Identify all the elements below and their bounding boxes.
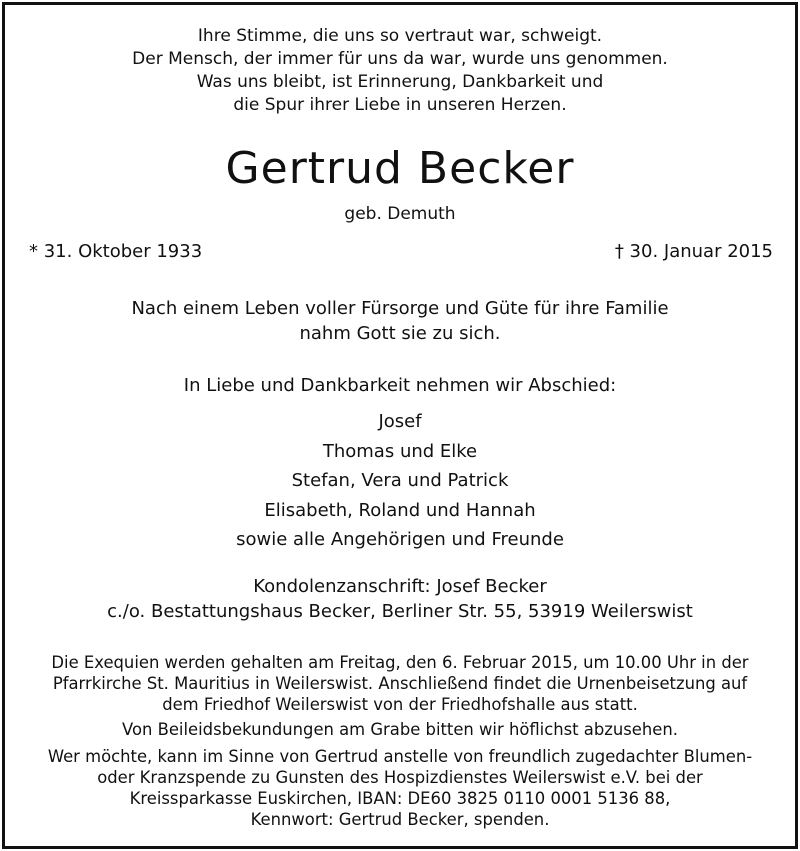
obituary-frame [2,2,798,849]
donation-line: Kreissparkasse Euskirchen, IBAN: DE60 3825 0110 0001 5136 88, [129,789,671,808]
death-date: † 30. Januar 2015 [614,241,773,262]
donation-line: oder Kranzspende zu Gunsten des Hospizdienstes Weilerswist e.V. bei der [97,768,703,787]
maiden-name: geb. Demuth [344,204,456,224]
condolence-line: Kondolenzanschrift: Josef Becker [253,576,547,597]
birth-date: * 31. Oktober 1933 [29,241,203,262]
funeral-line: Die Exequien werden gehalten am Freitag, den 6. Februar 2015, um 10.00 Uhr in der [51,653,749,672]
family-member: sowie alle Angehörigen und Freunde [236,529,564,550]
poem-line: Der Mensch, der immer für uns da war, wurde uns genommen. [132,49,668,69]
memorial-poem [5,25,795,117]
donation-line: Wer möchte, kann im Sinne von Gertrud anstelle von freundlich zugedachter Blumen- [47,747,753,766]
funeral-notice [5,652,795,715]
donation-line: Kennwort: Gertrud Becker, spenden. [250,810,550,829]
funeral-line: dem Friedhof Weilerswist von der Friedhofshalle aus statt. [162,695,638,714]
life-text [5,296,795,346]
family-member: Elisabeth, Roland und Hannah [264,499,536,521]
life-text-line: Nach einem Leben voller Fürsorge und Güte für ihre Familie [131,298,669,319]
family-list [5,407,795,555]
family-member: Thomas und Elke [322,440,478,462]
life-text-line: nahm Gott sie zu sich. [299,323,501,344]
grave-note: Von Beileidsbekundungen am Grabe bitten wir höflichst abzusehen. [122,720,678,739]
donation-notice [5,746,795,830]
poem-line: die Spur ihrer Liebe in unseren Herzen. [233,95,567,115]
family-member: Josef [378,411,422,432]
deceased-name: Gertrud Becker [225,143,575,194]
poem-line: Was uns bleibt, ist Erinnerung, Dankbarkeit und [196,72,604,92]
farewell-intro: In Liebe und Dankbarkeit nehmen wir Abschied: [183,375,617,396]
funeral-line: Pfarrkirche St. Mauritius in Weilerswist. Anschließend findet die Urnenbeisetzung auf [52,674,748,693]
condolence-line: c./o. Bestattungshaus Becker, Berliner Str. 55, 53919 Weilerswist [107,601,693,622]
obituary-content [5,5,795,846]
condolence-address [5,574,795,624]
family-member: Stefan, Vera und Patrick [291,470,509,491]
poem-line: Ihre Stimme, die uns so vertraut war, schweigt. [197,26,603,46]
